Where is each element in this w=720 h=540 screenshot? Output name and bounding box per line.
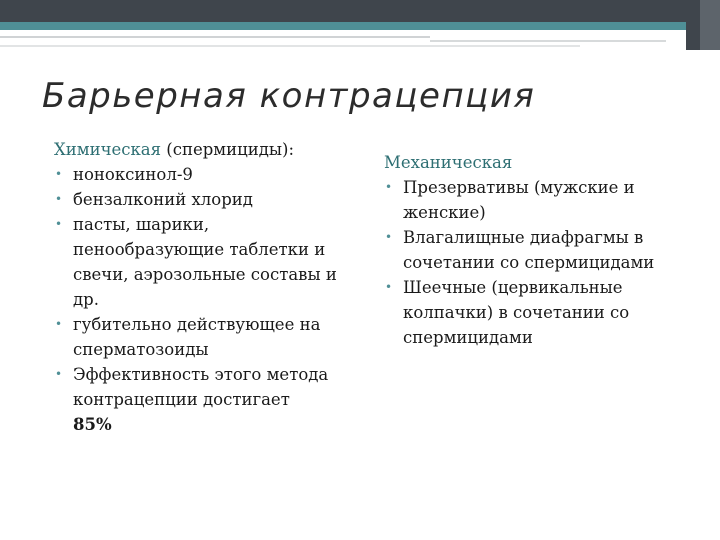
left-list <box>54 162 364 437</box>
slide-title: Барьерная контрацепция <box>42 76 536 116</box>
list-item <box>384 225 704 275</box>
list-item-text: Влагалищные диафрагмы в сочетании со спермицидами <box>403 228 655 272</box>
decorative-teal-stripe <box>0 22 720 30</box>
list-item-text: Презервативы (мужские и женские) <box>403 178 635 222</box>
list-item-text: пасты, шарики, пенообразующие таблетки и свечи, аэрозольные составы и др. <box>73 215 337 309</box>
left-heading-colored: Химическая <box>54 140 162 159</box>
decorative-rule <box>0 36 430 38</box>
left-column <box>54 137 364 437</box>
decorative-rule <box>430 40 666 42</box>
list-item-text: губительно действующее на сперматозоиды <box>73 315 321 359</box>
left-heading-rest: (спермициды): <box>161 140 295 159</box>
list-item-text: ноноксинол-9 <box>73 165 193 184</box>
list-item <box>54 362 364 437</box>
decorative-top-bar <box>0 0 720 22</box>
bullet-dot-icon: • <box>55 217 63 231</box>
list-item <box>54 312 364 362</box>
right-column <box>384 150 704 350</box>
bullet-dot-icon: • <box>385 280 393 294</box>
left-heading <box>54 137 364 162</box>
bullet-dot-icon: • <box>55 192 63 206</box>
list-item-text: бензалконий хлорид <box>73 190 253 209</box>
decorative-rule <box>0 45 580 47</box>
list-item <box>384 275 704 350</box>
efficacy-value: 85% <box>73 415 112 434</box>
bullet-dot-icon: • <box>385 180 393 194</box>
bullet-dot-icon: • <box>385 230 393 244</box>
bullet-dot-icon: • <box>55 167 63 181</box>
list-item <box>384 175 704 225</box>
list-item <box>54 162 364 187</box>
bullet-dot-icon: • <box>55 317 63 331</box>
bullet-dot-icon: • <box>55 367 63 381</box>
list-item-text: Эффективность этого метода контрацепции достигает <box>73 365 329 409</box>
list-item <box>54 212 364 312</box>
right-heading: Механическая <box>384 153 513 172</box>
right-list <box>384 175 704 350</box>
decorative-corner-block-light <box>700 0 720 50</box>
list-item <box>54 187 364 212</box>
list-item-text: Шеечные (цервикальные колпачки) в сочетании со спермицидами <box>403 278 630 347</box>
